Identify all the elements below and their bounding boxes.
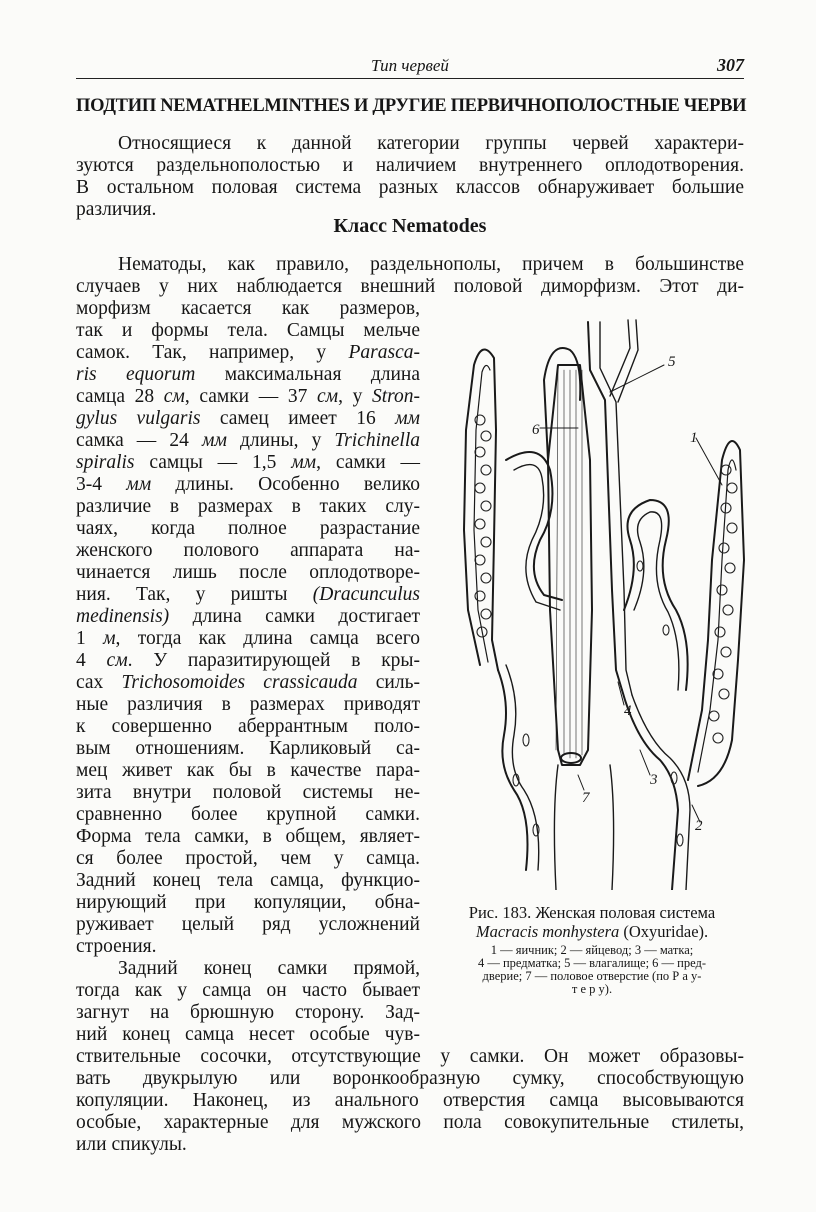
text-line: gylus vulgaris самец имеет 16 мм xyxy=(76,408,420,429)
text-line: medinensis) длина самки достигает xyxy=(76,606,420,627)
text-line: случаев у них наблюдается внешний половой диморфизм. Этот ди- xyxy=(76,276,744,297)
body-column xyxy=(76,298,420,1046)
label-4: 4 xyxy=(624,703,632,719)
label-1: 1 xyxy=(690,430,698,446)
caption-title: Рис. 183. Женская половая система xyxy=(468,903,716,922)
text-line: руживает целый ряд усложнений xyxy=(76,914,420,935)
caption-species-line xyxy=(436,922,748,941)
text-line: 3-4 мм длины. Особенно велико xyxy=(76,474,421,495)
body-paragraph-bottom xyxy=(76,1046,744,1156)
legend-line: 1 — яичник; 2 — яйцевод; 3 — матка; xyxy=(490,943,694,957)
body-paragraph-top xyxy=(76,254,744,298)
text-line: В остальном половая система разных классов обнаруживает большие xyxy=(76,177,744,198)
text-line: ствительные сосочки, отсутствующие у самки. Он может образовы- xyxy=(76,1046,744,1067)
text-line: Относящиеся к данной категории группы червей характери- xyxy=(118,133,744,154)
label-6: 6 xyxy=(532,422,540,438)
text-line: тогда как у самца он часто бывает xyxy=(76,980,420,1001)
section-title: ПОДТИП NEMATHELMINTHES И ДРУГИЕ ПЕРВИЧНОПОЛОСТНЫЕ ЧЕРВИ xyxy=(76,96,747,116)
left-ovary-tube xyxy=(464,349,498,670)
text-line: чаях, когда полное разрастание xyxy=(76,518,420,539)
left-oviduct xyxy=(498,670,528,870)
text-line: Задний конец самки прямой, xyxy=(118,958,420,979)
text-line: чинается лишь после оплодотворе- xyxy=(76,562,420,583)
text-line: spiralis самцы — 1,5 мм, самки — xyxy=(76,452,420,473)
egg-cells xyxy=(475,415,737,846)
text-line: различия. xyxy=(76,199,157,220)
text-line: к совершенно аберрантным поло- xyxy=(76,716,420,737)
figure-legend xyxy=(436,944,748,996)
text-line: сравненно более крупной самки. xyxy=(76,804,420,825)
label-2: 2 xyxy=(695,818,703,834)
text-line: самка — 24 мм длины, у Trichinella xyxy=(76,430,421,451)
text-line: морфизм касается как размеров, xyxy=(76,298,420,319)
text-line: особые, характерные для мужского пола совокупительные стилеты, xyxy=(76,1112,744,1133)
text-line: вым отношениям. Карликовый са- xyxy=(76,738,420,759)
text-line: сах Trichosomoides crassicauda силь- xyxy=(76,672,420,693)
uterus xyxy=(622,690,678,890)
text-line: строения. xyxy=(76,936,157,957)
text-line: так и формы тела. Самцы мельче xyxy=(76,320,420,341)
text-line: 4 см. У паразитирующей в кры- xyxy=(76,650,421,671)
text-line: мец живет как бы в качестве пара- xyxy=(76,760,420,781)
text-line: копуляции. Наконец, из анального отверстия самца высовываются xyxy=(76,1090,744,1111)
text-line: загнут на брюшную сторону. Зад- xyxy=(76,1002,420,1023)
legend-line: 4 — предматка; 5 — влагалище; 6 — пред- xyxy=(477,956,707,970)
text-line: или спикулы. xyxy=(76,1134,187,1155)
page-number: 307 xyxy=(717,55,744,75)
running-title: Тип червей xyxy=(371,56,449,75)
text-line: 1 м, тогда как длина самца всего xyxy=(76,628,420,649)
intro-paragraph xyxy=(76,133,744,221)
right-ovary-tube xyxy=(688,441,744,786)
caption-species: Macracis monhystera xyxy=(475,922,620,941)
caption-family: (Oxyuridae). xyxy=(619,922,709,941)
legend-line: т е р у). xyxy=(571,982,613,996)
text-line: женского полового аппарата на- xyxy=(76,540,420,561)
text-line: различие в размерах в таких слу- xyxy=(76,496,420,517)
text-line: ные различия в размерах приводят xyxy=(76,694,420,715)
figure-caption xyxy=(436,903,748,941)
text-line: Нематоды, как правило, раздельнополы, причем в большинстве xyxy=(118,254,744,275)
class-heading: Класс Nematodes xyxy=(333,215,487,237)
label-3: 3 xyxy=(650,772,658,788)
text-line: Задний конец тела самца, функцио- xyxy=(76,870,420,891)
text-line: ний конец самца несет особые чув- xyxy=(76,1024,420,1045)
text-line: ния. Так, у ришты (Dracunculus xyxy=(76,584,420,605)
running-header xyxy=(76,52,744,79)
text-line: Форма тела самки, в общем, являет- xyxy=(76,826,420,847)
label-7: 7 xyxy=(582,790,590,806)
text-line: нирующий при копуляции, обна- xyxy=(76,892,420,913)
text-line: ся более простой, чем у самца. xyxy=(76,848,420,869)
text-line: самок. Так, например, у Parasca- xyxy=(76,342,420,363)
text-line: зуются раздельнополостью и наличием внутреннего оплодотворения. xyxy=(76,155,744,176)
text-line: самца 28 см, самки — 37 см, у Stron- xyxy=(76,386,420,407)
text-line: зита внутри половой системы не- xyxy=(76,782,420,803)
label-5: 5 xyxy=(668,354,676,370)
text-line: ris equorum максимальная длина xyxy=(76,364,421,385)
text-line: вать двукрылую или воронкообразную сумку, способствующую xyxy=(76,1068,744,1089)
legend-line: дверие; 7 — половое отверстие (по Р а у- xyxy=(482,969,702,983)
reproductive-system-illustration xyxy=(440,310,750,890)
